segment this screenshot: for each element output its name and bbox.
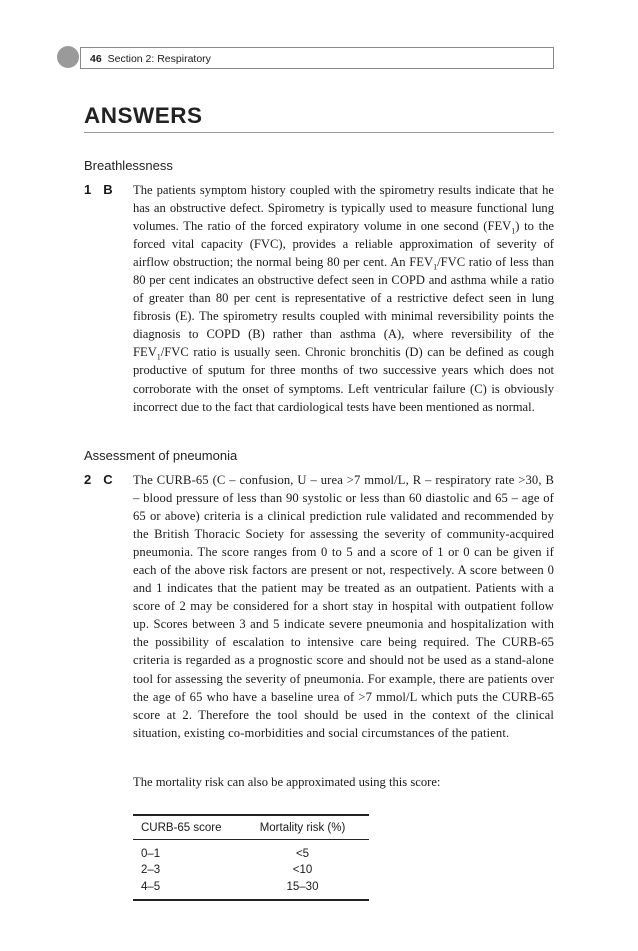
answer-letter: C — [103, 472, 113, 487]
table-bottom-rule — [133, 899, 369, 901]
curb65-mortality-table — [133, 814, 369, 901]
page-title: ANSWERS — [84, 103, 203, 128]
page-tab-marker — [57, 46, 79, 68]
answer-2-explanation: The CURB-65 (C – confusion, U – urea >7 mmol/L, R – respiratory rate >30, B – blood pressure of less than 90 systolic or less than 60 diastolic and 65 – age of 65 or above) criteria is a clinical prediction rule validated and recommended by the British Thoracic Society for assessing the severity of community-acquired pneumonia. The score ranges from 0 to 5 and a score of 1 or 0 can be given if each of the above risk factors are present or not, respectively. A score between 0 and 1 indicates that the patient may be treated as an outpatient. Patients with a score of 2 may be considered for a short stay in hospital with outpatient follow up. Scores between 3 and 5 indicate severe pneumonia and hospitalization with the possibility of escalation to intensive care being required. The CURB-65 criteria is regarded as a prognostic score and should not be used as a stand-alone tool for assessing the severity of pneumonia. For example, there are patients over the age of 65 who have a baseline urea of >7 mmol/L which puts the CURB-65 score at 2. Therefore the tool should be used in the context of the clinical situation, existing co-morbidities and social circumstances of the patient. — [133, 473, 554, 740]
table-header-row — [133, 816, 369, 838]
section-heading-breathlessness: Breathlessness — [84, 158, 173, 173]
page-number: 46 — [90, 53, 102, 65]
question-number: 2 — [84, 472, 92, 487]
mortality-cell: <5 — [295, 847, 310, 860]
score-cell: 4–5 — [141, 880, 161, 893]
score-cell: 2–3 — [141, 864, 161, 876]
table-row — [133, 862, 369, 879]
running-header — [80, 47, 554, 69]
answer-letter: B — [103, 182, 113, 197]
section-heading-pneumonia: Assessment of pneumonia — [84, 448, 238, 463]
header-mortality: Mortality risk (%) — [259, 821, 346, 834]
table-row — [133, 879, 369, 896]
mortality-cell: 15–30 — [286, 880, 319, 893]
table-header-rule — [133, 839, 369, 840]
table-row — [133, 846, 369, 863]
table-body — [133, 846, 369, 896]
mortality-cell: <10 — [292, 864, 313, 876]
score-cell: 0–1 — [141, 847, 161, 860]
question-1-label — [84, 182, 113, 197]
answer-1-explanation: The patients symptom history coupled with the spirometry results indicate that he has an obstructive defect. Spirometry is typically used to measure functional lung volumes. The ratio of the forced expiratory volume in one second $(FEV_1)$ to the forced vital capacity (FVC), provides a reliable approximation of severity of airflow obstruction; the normal being 80 per cent. An $FEV_1$/FVC ratio of less than 80 per cent indicates an obstructive defect seen in COPD and asthma while a ratio of greater than 80 per cent is representative of a restrictive defect seen in lung fibrosis (E). The spirometry results coupled with minimal reversibility points the diagnosis to COPD (B) rather than asthma (A), where reversibility of the $FEV_1$/FVC ratio is usually seen. Chronic bronchitis (D) can be defined as cough productive of sputum for three months of two successive years which does not corroborate with the onset of symptoms. Left ventricular failure (C) is obviously incorrect due to the fact that cardiological tests have been mentioned as normal. — [133, 183, 555, 414]
section-title: Section 2: Respiratory — [107, 53, 211, 65]
header-score: CURB-65 score — [141, 821, 222, 834]
title-divider — [84, 132, 554, 133]
question-2-label — [84, 472, 113, 487]
answer-2-followup: The mortality risk can also be approximated using this score: — [133, 775, 441, 789]
question-number: 1 — [84, 182, 92, 197]
